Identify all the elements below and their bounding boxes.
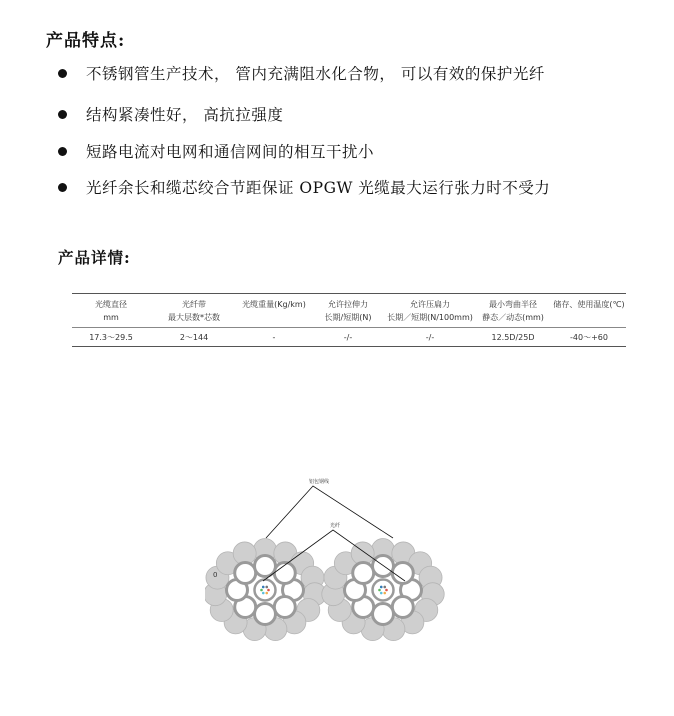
label-side-mark: 0 — [213, 571, 218, 579]
inner-wire — [274, 596, 295, 617]
feature-item — [58, 62, 545, 84]
feature-item — [58, 103, 283, 125]
cell-diameter: 17.3～29.5 — [72, 328, 150, 347]
feature-text: 短路电流对电网和通信网间的相互干扰小 — [86, 143, 375, 161]
feature-item — [58, 140, 374, 162]
fiber-core — [385, 589, 388, 592]
col-header-tensile: 允许拉伸力 长期/短期(N) — [310, 294, 386, 328]
steel-tube — [373, 580, 394, 601]
fiber-core — [265, 586, 268, 589]
col-header-fiber-ribbon: 光纤带 最大层数*芯数 — [150, 294, 238, 328]
label-optical-fiber: 光纤 — [329, 523, 341, 529]
cable-cross-section-diagram — [205, 474, 445, 649]
spec-table — [72, 293, 626, 347]
table-header-row — [72, 294, 626, 328]
cell-weight: - — [238, 328, 310, 347]
fiber-core — [378, 589, 381, 592]
cell-tensile: -/- — [310, 328, 386, 347]
feature-text: 结构紧凑性好， 高抗拉强度 — [86, 106, 284, 124]
bullet-icon — [58, 147, 67, 156]
col-header-temperature: 储存、使用温度(℃) — [552, 294, 626, 328]
inner-wire — [392, 563, 413, 584]
feature-text: 光纤余长和缆芯绞合节距保证 OPGW 光缆最大运行张力时不受力 — [86, 179, 551, 197]
feature-item — [58, 176, 550, 198]
fiber-core — [262, 592, 265, 595]
inner-wire — [235, 563, 256, 584]
table-row — [72, 328, 626, 347]
cell-bend-radius: 12.5D/25D — [474, 328, 552, 347]
inner-wire — [373, 604, 394, 625]
feature-text: 不锈钢管生产技术， 管内充满阻水化合物， 可以有效的保护光纤 — [86, 65, 545, 83]
inner-wire — [255, 556, 276, 577]
fiber-core — [380, 586, 383, 589]
col-header-diameter: 光缆直径 mm — [72, 294, 150, 328]
fiber-core — [260, 589, 263, 592]
col-header-bend-radius: 最小弯曲半径 静态／动态(mm) — [474, 294, 552, 328]
inner-wire — [392, 596, 413, 617]
section-title-features: 产品特点: — [46, 31, 126, 51]
cell-temperature: -40～+60 — [552, 328, 626, 347]
steel-tube — [255, 580, 276, 601]
fiber-core — [383, 586, 386, 589]
inner-wire — [255, 604, 276, 625]
fiber-core — [267, 589, 270, 592]
fiber-core — [262, 586, 265, 589]
label-aluminum-clad-steel: 铝包钢线 — [308, 479, 330, 485]
cell-fiber-count: 2～144 — [150, 328, 238, 347]
cell-crush: -/- — [386, 328, 474, 347]
inner-wire — [353, 563, 374, 584]
fiber-core — [265, 592, 268, 595]
bullet-icon — [58, 183, 67, 192]
section-title-details: 产品详情: — [58, 248, 131, 267]
inner-wire — [274, 563, 295, 584]
col-header-weight: 光缆重量(Kg/km) — [238, 294, 310, 328]
fiber-core — [380, 592, 383, 595]
col-header-crush: 允许压扁力 长期／短期(N/100mm) — [386, 294, 474, 328]
bullet-icon — [58, 69, 67, 78]
bullet-icon — [58, 110, 67, 119]
inner-wire — [373, 556, 394, 577]
fiber-core — [383, 592, 386, 595]
